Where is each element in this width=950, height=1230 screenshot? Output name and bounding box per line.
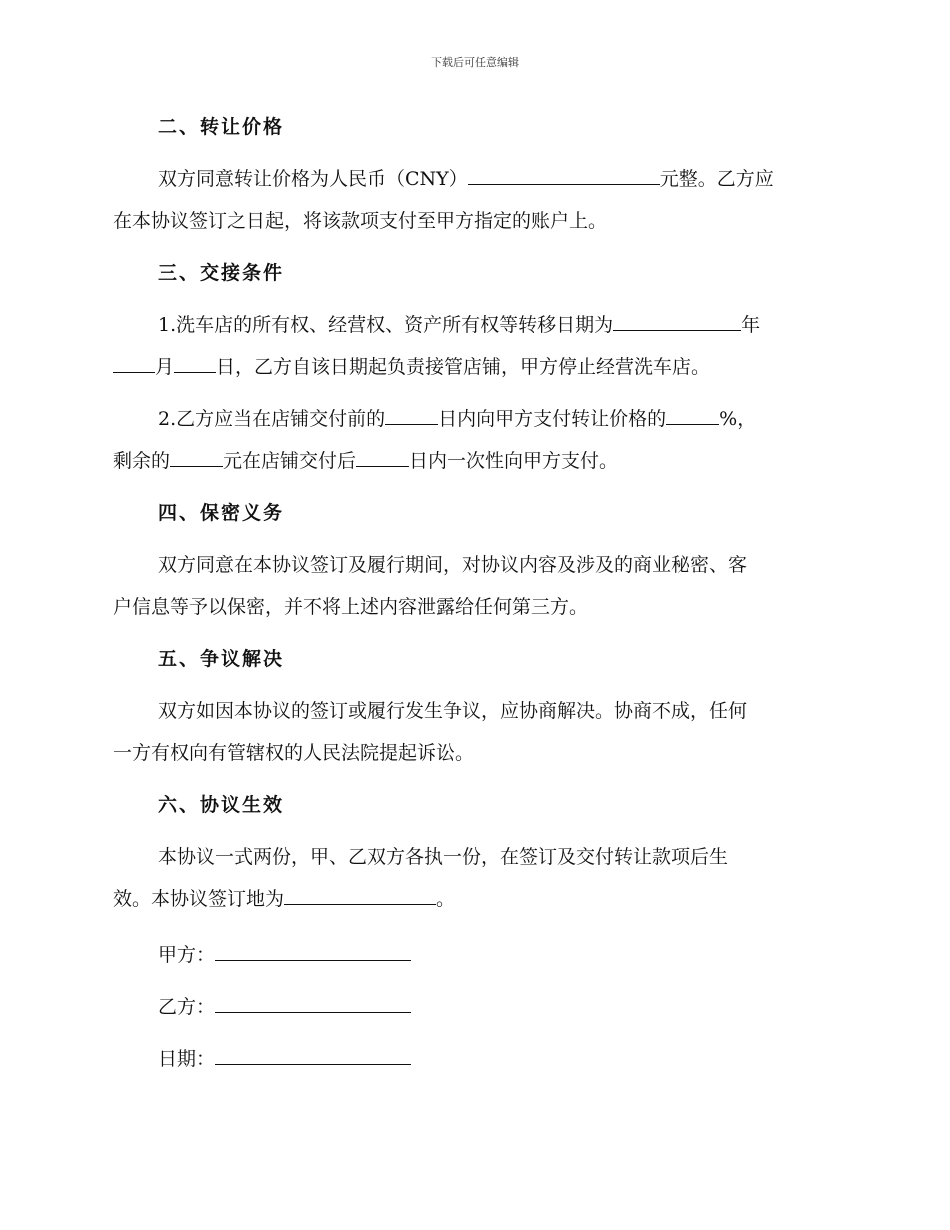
text-fragment: 双方同意转让价格为人民币（CNY） [158, 168, 468, 190]
section-body-handover [113, 304, 833, 482]
section-heading-effect: 六、协议生效 [158, 794, 285, 816]
text-line [113, 346, 833, 388]
signature-date [158, 1042, 411, 1071]
section-body-dispute [113, 690, 833, 774]
signature-label: 甲方： [158, 944, 216, 966]
text-fragment: 日内一次性向甲方支付。 [409, 450, 619, 472]
text-line [113, 440, 833, 482]
blank-percent[interactable] [666, 402, 719, 425]
text-line: 一方有权向有管辖权的人民法院提起诉讼。 [113, 742, 475, 764]
text-fragment: 元整。乙方应 [659, 168, 774, 190]
text-line [113, 398, 833, 440]
text-line [113, 304, 833, 346]
blank-amount[interactable] [468, 162, 660, 185]
blank-day[interactable] [174, 350, 216, 373]
section-body-effect [113, 836, 833, 920]
blank-remaining[interactable] [170, 444, 223, 467]
text-fragment: 2.乙方应当在店铺交付前的 [158, 408, 386, 430]
blank-days-after[interactable] [356, 444, 409, 467]
text-fragment: 1.洗车店的所有权、经营权、资产所有权等转移日期为 [158, 314, 614, 336]
text-fragment: 。 [436, 888, 456, 910]
blank-signing-place[interactable] [284, 882, 436, 905]
text-fragment: 剩余的 [113, 450, 171, 472]
section-heading-dispute: 五、争议解决 [158, 648, 285, 670]
text-line [113, 158, 833, 200]
signature-label: 日期： [158, 1048, 216, 1070]
section-body-confidentiality [113, 544, 833, 628]
text-line: 双方同意在本协议签订及履行期间，对协议内容及涉及的商业秘密、客 [158, 554, 748, 576]
page-header: 下载后可任意编辑 [431, 56, 519, 69]
text-line: 本协议一式两份，甲、乙双方各执一份，在签订及交付转让款项后生 [158, 846, 729, 868]
text-fragment: 日内向甲方支付转让价格的 [438, 408, 667, 430]
section-heading-confidentiality: 四、保密义务 [158, 502, 285, 524]
section-heading-price: 二、转让价格 [158, 116, 285, 138]
text-line: 户信息等予以保密，并不将上述内容泄露给任何第三方。 [113, 596, 589, 618]
text-fragment: 年 [741, 314, 761, 336]
text-line [113, 878, 833, 920]
text-fragment: 效。本协议签订地为 [113, 888, 285, 910]
blank-party-a[interactable] [215, 938, 411, 961]
section-body-price [113, 158, 833, 242]
signature-party-a [158, 938, 411, 967]
text-fragment: 月 [155, 356, 175, 378]
blank-party-b[interactable] [215, 990, 411, 1013]
signature-party-b [158, 990, 411, 1019]
text-fragment: %， [719, 408, 757, 430]
text-fragment: 元在店铺交付后 [223, 450, 357, 472]
text-fragment: 日，乙方自该日期起负责接管店铺，甲方停止经营洗车店。 [216, 356, 711, 378]
text-line: 在本协议签订之日起，将该款项支付至甲方指定的账户上。 [113, 210, 608, 232]
blank-days-before[interactable] [385, 402, 438, 425]
blank-year[interactable] [613, 308, 741, 331]
blank-month[interactable] [113, 350, 155, 373]
blank-date[interactable] [215, 1042, 411, 1065]
section-heading-handover: 三、交接条件 [158, 262, 285, 284]
signature-label: 乙方： [158, 996, 216, 1018]
text-line: 双方如因本协议的签订或履行发生争议，应协商解决。协商不成，任何 [158, 700, 748, 722]
